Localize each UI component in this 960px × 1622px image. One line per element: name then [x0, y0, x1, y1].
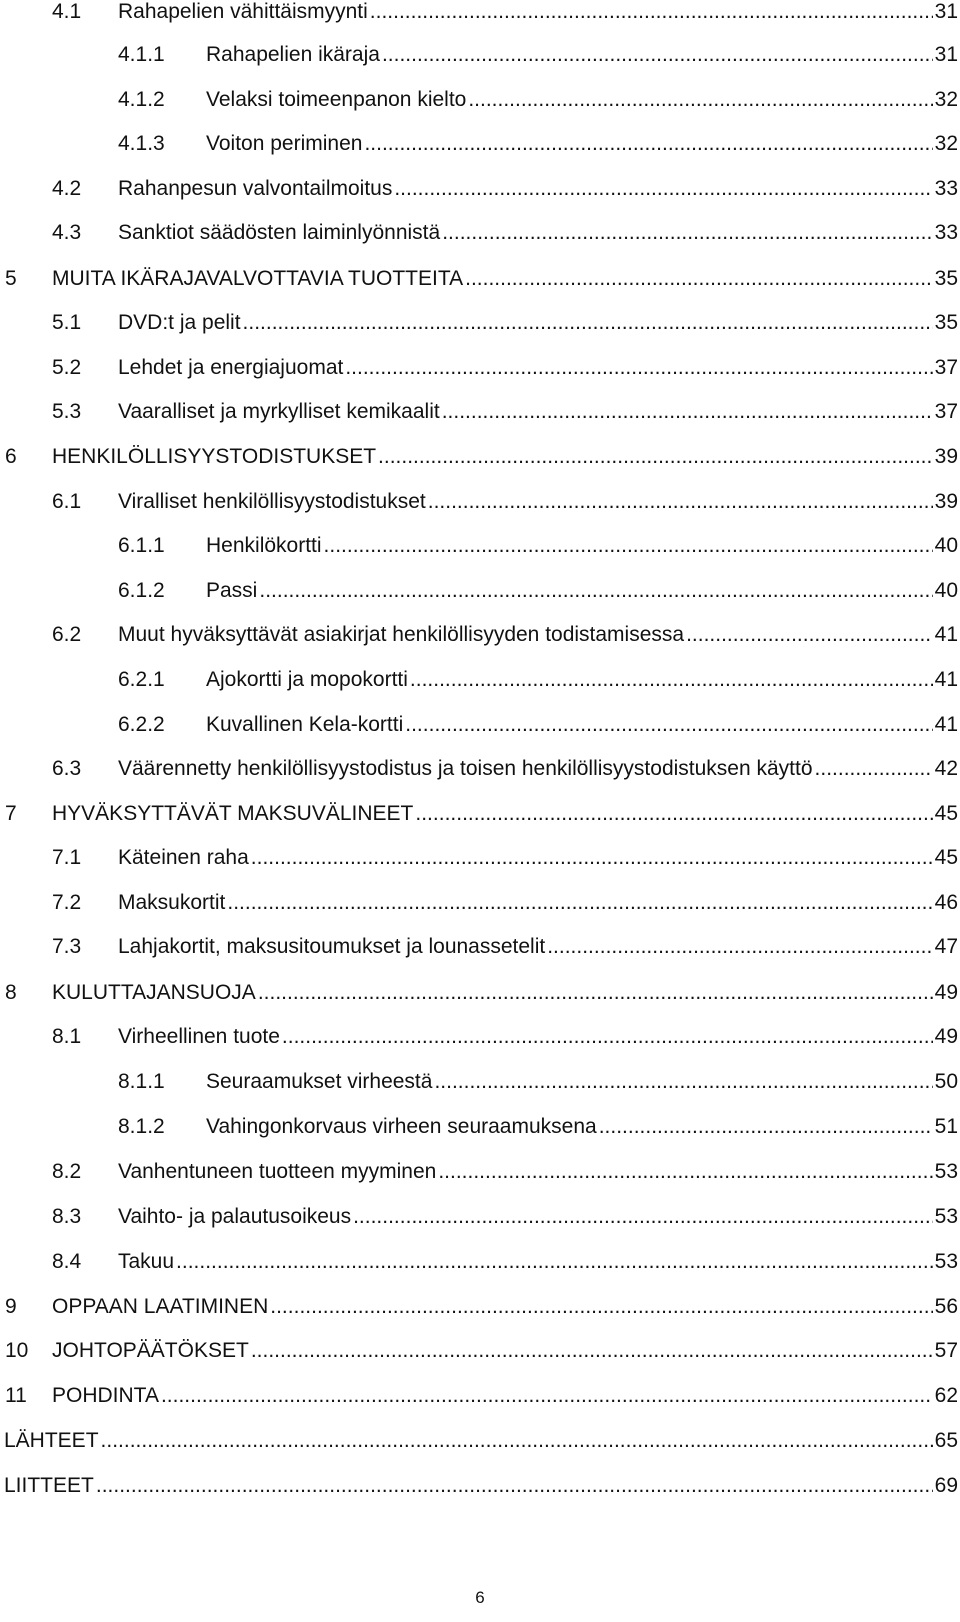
toc-entry-page: 57 — [934, 1339, 958, 1362]
toc-entry-title: Vaaralliset ja myrkylliset kemikaalit — [118, 400, 440, 423]
toc-entry-page: 46 — [934, 891, 958, 914]
dot-leader — [382, 38, 933, 72]
toc-entry[interactable] — [0, 618, 958, 652]
toc-entry-title: LÄHTEET — [4, 1429, 99, 1452]
toc-entry[interactable] — [0, 976, 958, 1010]
toc-entry-title: Vaihto- ja palautusoikeus — [118, 1205, 352, 1228]
toc-entry-number: 6.2.1 — [118, 668, 165, 691]
dot-leader — [324, 529, 933, 563]
dot-leader — [251, 1334, 933, 1368]
toc-entry-number: 4.1.2 — [118, 88, 165, 111]
toc-entry[interactable] — [0, 0, 958, 29]
toc-entry-number: 8.1.2 — [118, 1115, 165, 1138]
dot-leader — [599, 1110, 933, 1144]
toc-entry-number: 5.2 — [52, 356, 82, 379]
toc-entry-page: 41 — [934, 668, 958, 691]
toc-entry-title: Väärennetty henkilöllisyystodistus ja toisen henkilöllisyystodistuksen käyttö — [118, 757, 813, 780]
toc-entry-page: 39 — [934, 490, 958, 513]
toc-entry-page: 49 — [934, 1025, 958, 1048]
toc-entry-title: Muut hyväksyttävät asiakirjat henkilöllisyyden todistamisessa — [118, 623, 685, 646]
toc-entry-title: Käteinen raha — [118, 846, 249, 869]
toc-entry-number: 9 — [5, 1295, 17, 1318]
dot-leader — [364, 127, 932, 161]
toc-entry-page: 53 — [934, 1205, 958, 1228]
toc-entry[interactable] — [0, 1379, 958, 1413]
toc-entry[interactable] — [0, 306, 958, 340]
toc-entry-title: Henkilökortti — [206, 534, 322, 557]
dot-leader — [243, 306, 933, 340]
toc-entry-page: 37 — [934, 400, 958, 423]
toc-entry[interactable] — [0, 485, 958, 519]
toc-entry[interactable] — [0, 1290, 958, 1324]
toc-entry-number: 4.1.1 — [118, 43, 165, 66]
toc-entry-page: 56 — [934, 1295, 958, 1318]
toc-entry-page: 35 — [934, 267, 958, 290]
toc-entry[interactable] — [0, 708, 958, 742]
toc-entry[interactable] — [0, 663, 958, 697]
toc-entry[interactable] — [0, 1334, 958, 1368]
toc-entry-number: 6.1.2 — [118, 579, 165, 602]
toc-entry[interactable] — [0, 1245, 958, 1279]
toc-entry-page: 53 — [934, 1160, 958, 1183]
dot-leader — [815, 752, 933, 786]
toc-entry-title: LIITTEET — [4, 1474, 94, 1497]
toc-entry-title: DVD:t ja pelit — [118, 311, 241, 334]
toc-entry-title: HENKILÖLLISYYSTODISTUKSET — [52, 445, 377, 468]
toc-entry[interactable] — [0, 38, 958, 72]
dot-leader — [438, 1155, 932, 1189]
toc-entry-title: Rahapelien ikäraja — [206, 43, 380, 66]
dot-leader — [547, 930, 932, 964]
toc-entry-number: 11 — [5, 1384, 27, 1407]
toc-entry-page: 40 — [934, 579, 958, 602]
dot-leader — [410, 663, 933, 697]
toc-entry-number: 7 — [5, 802, 17, 825]
dot-leader — [353, 1200, 933, 1234]
dot-leader — [101, 1424, 933, 1458]
toc-entry-page: 49 — [934, 981, 958, 1004]
toc-entry-title: Lehdet ja energiajuomat — [118, 356, 344, 379]
toc-entry-title: KULUTTAJANSUOJA — [52, 981, 256, 1004]
toc-entry-title: Voiton periminen — [206, 132, 363, 155]
toc-entry-number: 6.1.1 — [118, 534, 165, 557]
dot-leader — [161, 1379, 933, 1413]
toc-entry-title: OPPAAN LAATIMINEN — [52, 1295, 269, 1318]
toc-entry-title: Ajokortti ja mopokortti — [206, 668, 408, 691]
toc-entry-number: 10 — [5, 1339, 29, 1362]
dot-leader — [176, 1245, 933, 1279]
dot-leader — [227, 886, 932, 920]
dot-leader — [345, 351, 932, 385]
toc-entry-page: 41 — [934, 623, 958, 646]
toc-entry-page: 35 — [934, 311, 958, 334]
dot-leader — [686, 618, 933, 652]
toc-entry-title: Seuraamukset virheestä — [206, 1070, 433, 1093]
toc-entry-title: Viralliset henkilöllisyystodistukset — [118, 490, 426, 513]
dot-leader — [405, 708, 932, 742]
dot-leader — [428, 485, 933, 519]
dot-leader — [370, 0, 933, 29]
toc-entry[interactable] — [0, 172, 958, 206]
toc-entry-page: 45 — [934, 802, 958, 825]
toc-entry-number: 6 — [5, 445, 17, 468]
toc-entry-page: 31 — [934, 43, 958, 66]
toc-entry-number: 4.1 — [52, 0, 82, 23]
dot-leader — [258, 976, 933, 1010]
dot-leader — [96, 1469, 933, 1503]
dot-leader — [442, 216, 932, 250]
toc-entry-page: 41 — [934, 713, 958, 736]
toc-entry-title: POHDINTA — [52, 1384, 159, 1407]
dot-leader — [282, 1020, 933, 1054]
toc-entry[interactable] — [0, 1020, 958, 1054]
toc-entry[interactable] — [0, 395, 958, 429]
toc-entry[interactable] — [0, 886, 958, 920]
dot-leader — [465, 262, 933, 296]
toc-entry-page: 65 — [934, 1429, 958, 1452]
toc-entry[interactable] — [0, 1469, 958, 1503]
toc-entry-title: Velaksi toimeenpanon kielto — [206, 88, 467, 111]
toc-entry[interactable] — [0, 83, 958, 117]
dot-leader — [394, 172, 932, 206]
toc-entry-number: 5 — [5, 267, 17, 290]
toc-entry-title: Sanktiot säädösten laiminlyönnistä — [118, 221, 441, 244]
toc-entry[interactable] — [0, 574, 958, 608]
page-number: 6 — [475, 1588, 485, 1607]
toc-entry-number: 8.1.1 — [118, 1070, 165, 1093]
toc-entry-number: 5.3 — [52, 400, 82, 423]
toc-entry-page: 31 — [934, 0, 958, 23]
toc-entry[interactable] — [0, 262, 958, 296]
dot-leader — [415, 797, 932, 831]
toc-entry-title: JOHTOPÄÄTÖKSET — [52, 1339, 249, 1362]
toc-entry-number: 8.1 — [52, 1025, 82, 1048]
toc-entry[interactable] — [0, 1110, 958, 1144]
toc-entry-title: Virheellinen tuote — [118, 1025, 280, 1048]
toc-entry-title: Takuu — [118, 1250, 175, 1273]
toc-entry[interactable] — [0, 1065, 958, 1099]
toc-entry-page: 40 — [934, 534, 958, 557]
toc-entry[interactable] — [0, 127, 958, 161]
toc-entry-number: 6.1 — [52, 490, 82, 513]
toc-entry[interactable] — [0, 752, 958, 786]
toc-entry[interactable] — [0, 440, 958, 474]
toc-entry-number: 8.3 — [52, 1205, 82, 1228]
toc-entry-number: 6.3 — [52, 757, 82, 780]
toc-entry[interactable] — [0, 930, 958, 964]
toc-entry-page: 62 — [934, 1384, 958, 1407]
toc-entry-title: Maksukortit — [118, 891, 226, 914]
dot-leader — [468, 83, 932, 117]
toc-entry[interactable] — [0, 1155, 958, 1189]
toc-entry[interactable] — [0, 1424, 958, 1458]
dot-leader — [259, 574, 932, 608]
toc-entry-page: 33 — [934, 221, 958, 244]
toc-entry-title: Vanhentuneen tuotteen myyminen — [118, 1160, 437, 1183]
toc-entry-number: 8.4 — [52, 1250, 82, 1273]
toc-entry[interactable] — [0, 216, 958, 250]
toc-entry-number: 4.2 — [52, 177, 82, 200]
toc-entry-page: 50 — [934, 1070, 958, 1093]
dot-leader — [251, 841, 933, 875]
toc-entry-title: Kuvallinen Kela-kortti — [206, 713, 404, 736]
toc-entry-title: Passi — [206, 579, 258, 602]
toc-entry-page: 69 — [934, 1474, 958, 1497]
toc-entry-number: 8 — [5, 981, 17, 1004]
toc-entry-number: 8.2 — [52, 1160, 82, 1183]
dot-leader — [442, 395, 933, 429]
toc-entry-number: 5.1 — [52, 311, 82, 334]
toc-entry-number: 4.1.3 — [118, 132, 165, 155]
toc-entry-title: Rahanpesun valvontailmoitus — [118, 177, 393, 200]
toc-entry-number: 7.2 — [52, 891, 82, 914]
toc-entry-page: 51 — [934, 1115, 958, 1138]
toc-entry-page: 53 — [934, 1250, 958, 1273]
toc-entry-number: 7.1 — [52, 846, 82, 869]
dot-leader — [378, 440, 933, 474]
toc-entry-page: 37 — [934, 356, 958, 379]
toc-entry-page: 39 — [934, 445, 958, 468]
toc-entry-title: Vahingonkorvaus virheen seuraamuksena — [206, 1115, 597, 1138]
dot-leader — [270, 1290, 932, 1324]
toc-entry[interactable] — [0, 797, 958, 831]
toc-entry-page: 45 — [934, 846, 958, 869]
toc-entry-title: MUITA IKÄRAJAVALVOTTAVIA TUOTTEITA — [52, 267, 464, 290]
toc-entry[interactable] — [0, 529, 958, 563]
toc-entry-number: 6.2.2 — [118, 713, 165, 736]
dot-leader — [434, 1065, 932, 1099]
toc-entry-number: 6.2 — [52, 623, 82, 646]
toc-entry-number: 7.3 — [52, 935, 82, 958]
toc-entry-title: Lahjakortit, maksusitoumukset ja lounassetelit — [118, 935, 546, 958]
toc-entry-number: 4.3 — [52, 221, 82, 244]
toc-entry[interactable] — [0, 841, 958, 875]
toc-entry-page: 32 — [934, 132, 958, 155]
toc-entry[interactable] — [0, 351, 958, 385]
toc-entry-title: Rahapelien vähittäismyynti — [118, 0, 368, 23]
toc-entry-page: 32 — [934, 88, 958, 111]
toc-entry-page: 33 — [934, 177, 958, 200]
toc-entry[interactable] — [0, 1200, 958, 1234]
toc-entry-page: 47 — [934, 935, 958, 958]
toc-entry-page: 42 — [934, 757, 958, 780]
toc-entry-title: HYVÄKSYTTÄVÄT MAKSUVÄLINEET — [52, 802, 414, 825]
